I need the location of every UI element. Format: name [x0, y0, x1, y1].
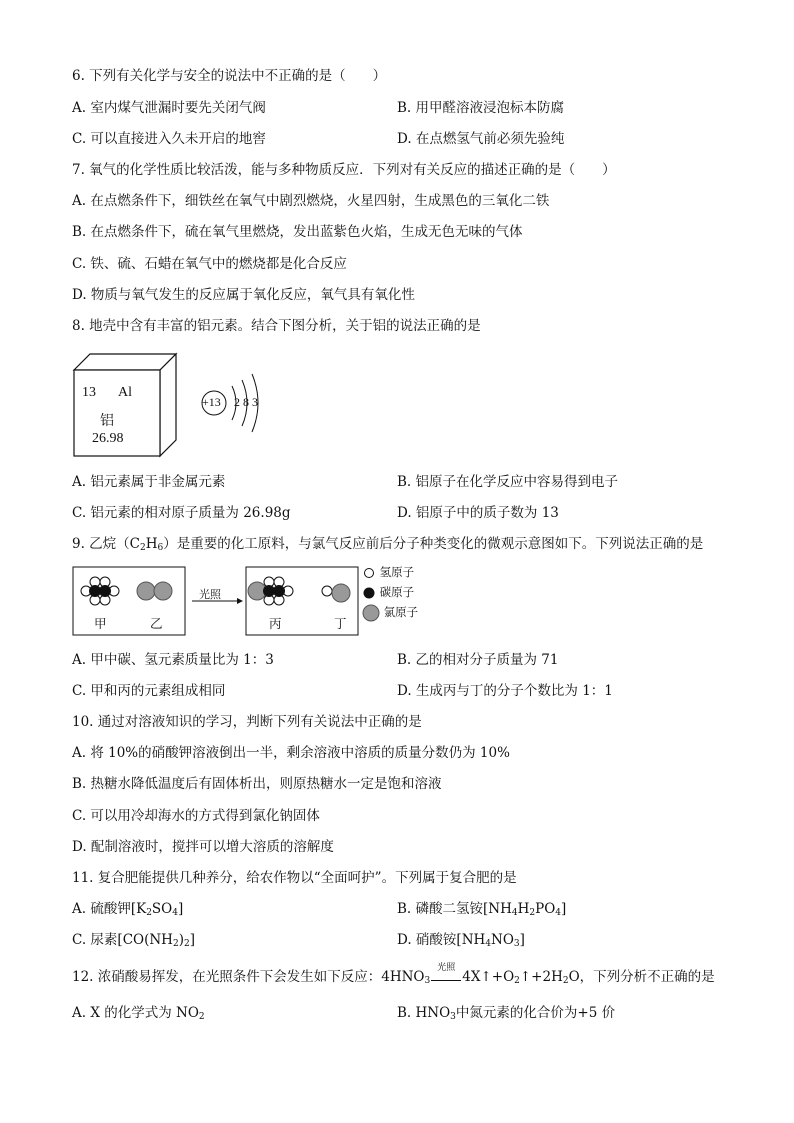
q12-stem-sub: 2	[562, 976, 569, 986]
q8-option-c: C. 铝元素的相对原子质量为 26.98g	[72, 505, 291, 521]
q12-option-a	[72, 1004, 205, 1022]
q11-d-part: NO	[491, 932, 514, 948]
hydrogen-atom-icon	[362, 566, 376, 580]
q9-option-d: D. 生成丙与丁的分子个数比为 1：1	[397, 683, 613, 699]
q9-stem-sub: 2	[140, 543, 146, 553]
q11-d-sub: 3	[513, 939, 520, 949]
element-name: 铝	[100, 414, 114, 429]
legend-chlorine	[362, 604, 418, 622]
q9-stem-part: H	[145, 536, 158, 552]
q11-b-sub: 4	[511, 908, 518, 918]
q7-option-b: B. 在点燃条件下，硫在氧气里燃烧，发出蓝紫色火焰，生成无色无味的气体	[72, 224, 523, 240]
q12-a-part: A. X 的化学式为 NO	[72, 1005, 199, 1021]
q11-a-sub: 2	[146, 908, 152, 918]
q10-stem: 10. 通过对溶液知识的学习，判断下列有关说法中正确的是	[72, 714, 422, 730]
carbon-atom-icon	[362, 586, 376, 600]
legend-hydrogen-label: 氢原子	[379, 565, 415, 579]
chlorine-atom-icon	[362, 604, 380, 622]
q11-b-sub: 2	[529, 908, 536, 918]
q11-a-part: SO	[151, 901, 173, 917]
reaction-diagram	[72, 566, 362, 642]
legend-carbon-label: 碳原子	[379, 585, 415, 599]
q11-b-part: ]	[561, 901, 567, 917]
q12-option-b	[397, 1004, 615, 1022]
q7-option-a: A. 在点燃条件下，细铁丝在氧气中剧烈燃烧，火星四射，生成黑色的三氧化二铁	[72, 193, 550, 209]
q10-option-a: A. 将 10%的硝酸钾溶液倒出一半，剩余溶液中溶质的质量分数仍为 10%	[72, 745, 510, 761]
element-mass: 26.98	[92, 431, 124, 446]
q11-option-d	[397, 931, 525, 949]
q6-option-c: C. 可以直接进入久未开启的地窖	[72, 131, 266, 147]
q11-b-part: B. 磷酸二氢铵[NH	[397, 901, 512, 917]
q11-d-part: D. 硝酸铵[NH	[397, 932, 486, 948]
legend-chlorine-label: 氯原子	[383, 605, 419, 619]
q10-option-d: D. 配制溶液时，搅拌可以增大溶质的溶解度	[72, 839, 334, 855]
q8-option-a: A. 铝元素属于非金属元素	[72, 474, 226, 490]
product-label-ding: 丁	[334, 616, 347, 631]
q11-c-part: C. 尿素[CO(NH	[72, 932, 173, 948]
element-card	[72, 352, 182, 466]
q12-stem-part: 12. 浓硝酸易挥发，在光照条件下会发生如下反应：4HNO	[72, 969, 425, 985]
q11-a-sub: 4	[172, 908, 178, 918]
q11-c-sub: 2	[172, 939, 179, 949]
element-number: 13	[82, 385, 96, 400]
q6-option-b: B. 用甲醛溶液浸泡标本防腐	[397, 100, 565, 116]
q6-option-a: A. 室内煤气泄漏时要先关闭气阀	[72, 100, 266, 116]
q11-a-part: A. 硫酸钾[K	[72, 901, 147, 917]
atom-nucleus-charge: +13	[202, 395, 221, 409]
q9-stem-sub: 6	[157, 543, 164, 553]
atom-electron-shells: 2 8 3	[234, 395, 258, 409]
q9-option-c: C. 甲和丙的元素组成相同	[72, 683, 226, 699]
product-label-bing: 丙	[269, 616, 282, 631]
q7-stem: 7. 氧气的化学性质比较活泼，能与多种物质反应．下列对有关反应的描述正确的是（ ）	[72, 162, 616, 178]
q10-option-c: C. 可以用冷却海水的方式得到氯化钠固体	[72, 808, 320, 824]
q11-d-sub: 4	[485, 939, 492, 949]
q12-b-part: 中氮元素的化合价为+5 价	[455, 1005, 616, 1021]
q12-stem-sub: 2	[514, 976, 520, 986]
q9-option-b: B. 乙的相对分子质量为 71	[397, 652, 559, 668]
q12-stem-part: ↑+2H	[519, 969, 563, 985]
atom-structure-diagram	[198, 368, 278, 442]
q9-option-a: A. 甲中碳、氢元素质量比为 1：3	[72, 652, 274, 668]
q7-option-d: D. 物质与氧气发生的反应属于氧化反应，氧气具有氧化性	[72, 287, 415, 303]
element-symbol: Al	[118, 385, 132, 400]
element-card-box	[72, 352, 182, 462]
q9-stem-part: 9. 乙烷（C	[72, 536, 141, 552]
q11-stem: 11. 复合肥能提供几种养分，给农作物以“全面呵护”。下列属于复合肥的是	[72, 870, 517, 886]
q10-option-b: B. 热糖水降低温度后有固体析出，则原热糖水一定是饱和溶液	[72, 776, 442, 792]
q12-stem-part: O，下列分析不正确的是	[568, 969, 715, 985]
q9-stem	[72, 535, 703, 553]
q11-option-b	[397, 900, 566, 918]
reactant-label-jia: 甲	[94, 616, 107, 631]
q11-c-sub: 2	[183, 939, 190, 949]
q12-stem-sub: 3	[424, 976, 431, 986]
reaction-svg	[72, 566, 362, 638]
q11-c-part: )	[178, 932, 184, 948]
q9-stem-part: ）是重要的化工原料，与氯气反应前后分子种类变化的微观示意图如下。下列说法正确的是	[163, 536, 704, 552]
q8-stem: 8. 地壳中含有丰富的铝元素。结合下图分析，关于铝的说法正确的是	[72, 318, 481, 334]
q12-b-sub: 3	[450, 1012, 456, 1022]
reaction-condition: 光照	[199, 588, 221, 601]
q8-option-d: D. 铝原子中的质子数为 13	[397, 505, 559, 521]
legend-carbon	[362, 584, 414, 600]
q12-b-part: B. HNO	[397, 1005, 451, 1021]
q11-b-sub: 4	[555, 908, 561, 918]
q11-d-part: ]	[519, 932, 525, 948]
q7-option-c: C. 铁、硫、石蜡在氧气中的燃烧都是化合反应	[72, 256, 347, 272]
q11-option-a	[72, 900, 183, 918]
q11-b-part: H	[517, 901, 530, 917]
legend-hydrogen	[362, 564, 414, 580]
q6-stem: 6. 下列有关化学与安全的说法中不正确的是（ ）	[72, 68, 387, 84]
q12-condition-label: 光照	[437, 963, 456, 973]
reaction-arrow-condition	[430, 963, 462, 986]
reactant-label-yi: 乙	[150, 616, 163, 631]
q11-a-part: ]	[177, 901, 184, 917]
q11-c-part: ]	[189, 932, 195, 948]
q12-a-sub: 2	[198, 1012, 205, 1022]
q11-b-part: PO	[535, 901, 556, 917]
q12-stem-part: 4X↑+O	[462, 969, 515, 985]
q8-option-b: B. 铝原子在化学反应中容易得到电子	[397, 474, 619, 490]
q11-option-c	[72, 931, 195, 949]
q6-option-d: D. 在点燃氢气前必须先验纯	[397, 131, 565, 147]
q12-stem	[72, 963, 715, 986]
